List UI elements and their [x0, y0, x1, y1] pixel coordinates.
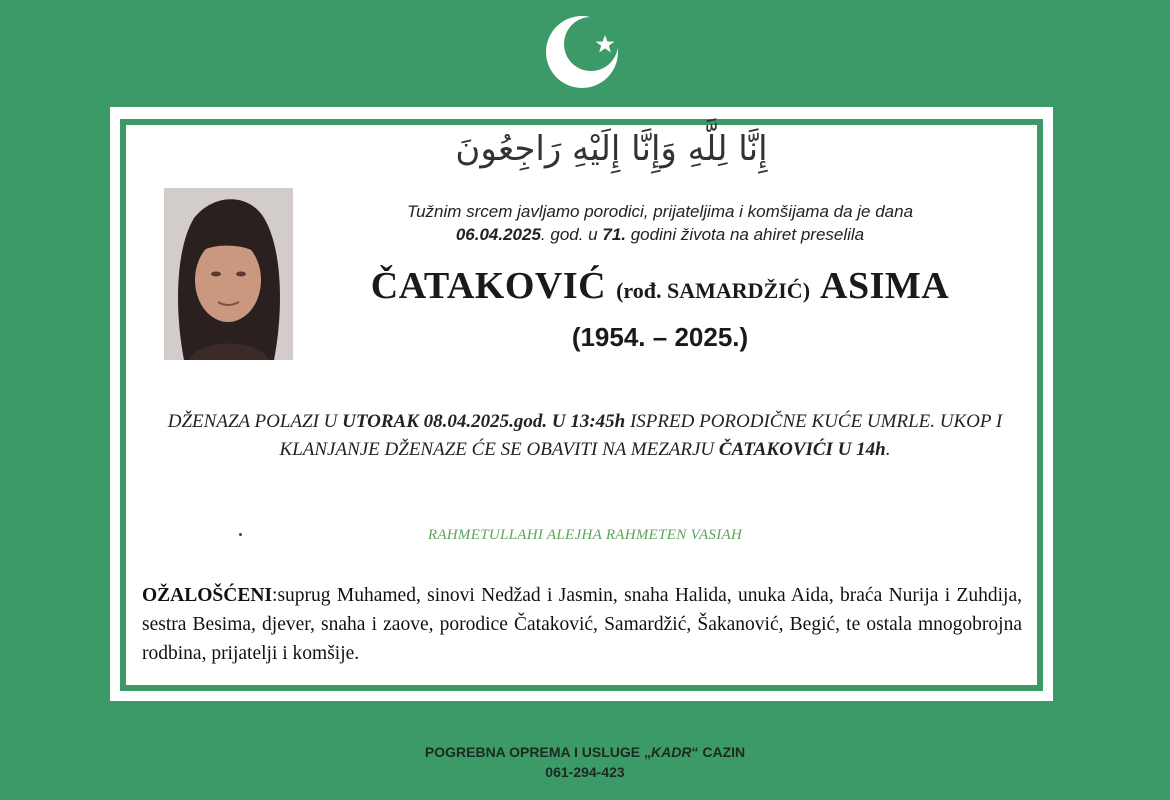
- first-name: ASIMA: [820, 265, 950, 307]
- maiden-name: (rođ. SAMARDŽIĆ): [616, 278, 811, 303]
- announcement-text: [300, 200, 1020, 246]
- crescent-star-icon: [542, 12, 622, 92]
- mourners-label: OŽALOŠĆENI: [142, 585, 273, 606]
- funeral-text-3: .: [885, 439, 891, 460]
- footer-phone: 061-294-423: [545, 764, 625, 780]
- mourners-text: :suprug Muhamed, sinovi Nedžad i Jasmin, snaha Halida, unuka Aida, braća Nurija i Zuhdija, sestra Besima, djever, snaha i zaove, porodice Čataković, Samardžić, Šakanović, Begić, te ostala mnogobrojna rodbina, prijatelji i komšije.: [142, 585, 1022, 664]
- surname: ČATAKOVIĆ: [370, 265, 607, 307]
- death-date: 06.04.2025: [455, 225, 541, 244]
- footer-prefix: POGREBNA OPREMA I USLUGE „: [424, 744, 651, 760]
- funeral-details: [160, 408, 1010, 464]
- burial-place: ČATAKOVIĆI U 14h: [718, 439, 886, 460]
- stray-dot: [239, 533, 242, 536]
- funeral-text-2: ISPRED PORODIČNE KUĆE UMRLE. UKOP I KLANJANJE DŽENAZE ĆE SE OBAVITI NA MEZARJU: [279, 411, 1003, 460]
- announcement-line1: Tužnim srcem javljamo porodici, prijateljima i komšijama da je dana: [406, 202, 914, 221]
- footer-suffix: “ CAZIN: [691, 744, 746, 760]
- funeral-service-footer: [0, 742, 1170, 782]
- life-years: (1954. – 2025.): [571, 322, 749, 352]
- deceased-photo: [164, 188, 293, 360]
- announcement-line2: godini života na ahiret preselila: [626, 225, 865, 244]
- prayer-line: RAHMETULLAHI ALEJHA RAHMETEN VASIAH: [427, 527, 743, 543]
- mourners-list: [142, 581, 1022, 668]
- funeral-time: UTORAK 08.04.2025.god. U 13:45h: [342, 411, 626, 432]
- footer-brand: KADR: [650, 744, 692, 760]
- announcement-connector: . god. u: [540, 225, 603, 244]
- funeral-text-1: DŽENAZA POLAZI U: [167, 411, 343, 432]
- deceased-name: [300, 264, 1020, 308]
- arabic-verse: إِنَّا لِلَّهِ وَإِنَّا إِلَيْهِ رَاجِعُونَ: [455, 129, 768, 169]
- age: 71.: [602, 225, 626, 244]
